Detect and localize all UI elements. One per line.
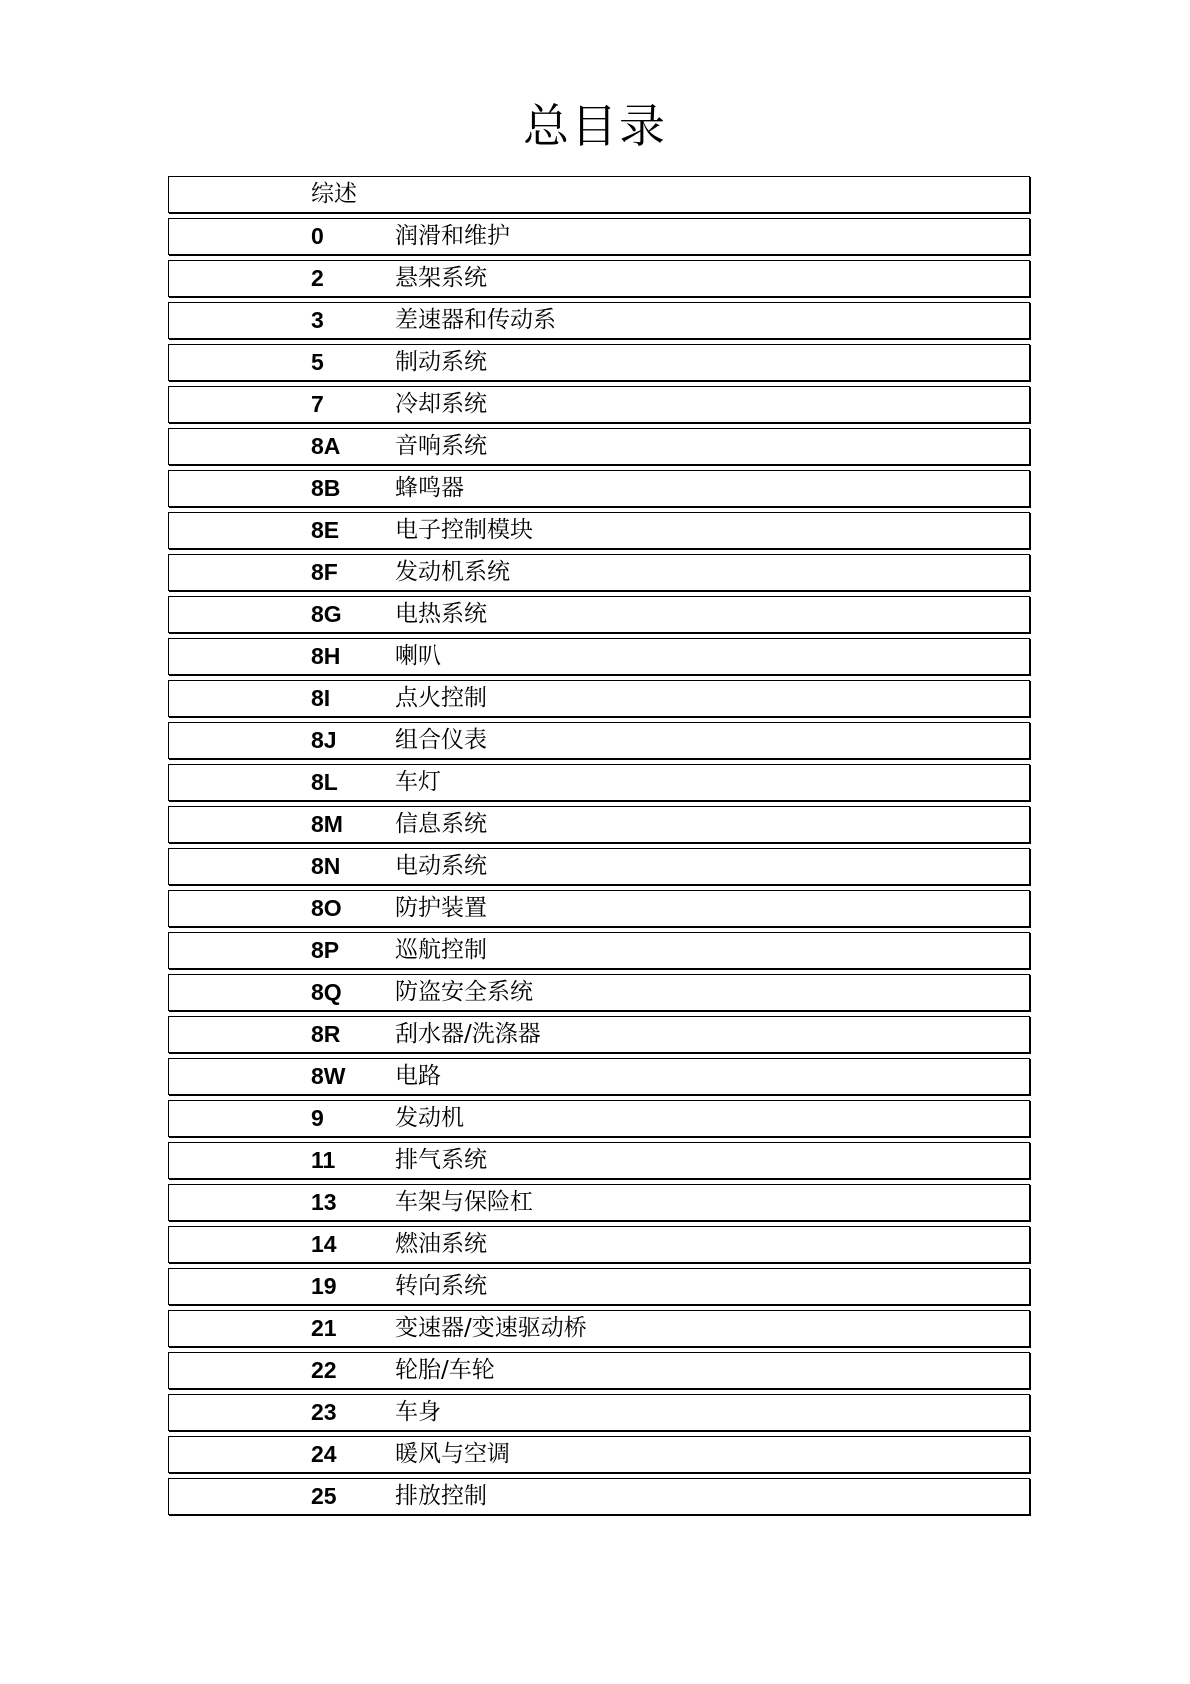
section-code: 11 <box>311 1147 336 1173</box>
toc-row[interactable] <box>168 344 1030 381</box>
section-name: 发动机 <box>395 1105 464 1131</box>
toc-row[interactable] <box>168 764 1030 801</box>
section-name: 电动系统 <box>395 853 487 879</box>
section-code: 8Q <box>311 979 342 1005</box>
toc-row[interactable] <box>168 470 1030 507</box>
toc-row[interactable] <box>168 260 1030 297</box>
toc-row[interactable] <box>168 218 1030 255</box>
toc-row[interactable] <box>168 596 1030 633</box>
toc-row[interactable] <box>168 428 1030 465</box>
toc-row-overview[interactable] <box>168 176 1030 213</box>
section-name: 悬架系统 <box>395 265 487 291</box>
section-code: 5 <box>311 349 324 375</box>
section-code: 24 <box>311 1441 337 1467</box>
section-code: 8J <box>311 727 337 753</box>
section-code: 13 <box>311 1189 337 1215</box>
section-name: 制动系统 <box>395 349 487 375</box>
section-code: 8I <box>311 685 331 711</box>
section-code: 8H <box>311 643 341 669</box>
table-of-contents <box>168 176 1030 1520</box>
section-code: 0 <box>311 223 324 249</box>
toc-row[interactable] <box>168 1394 1030 1431</box>
section-name: 润滑和维护 <box>395 223 510 249</box>
overview-label: 综述 <box>311 181 357 207</box>
toc-row[interactable] <box>168 1352 1030 1389</box>
section-name: 排气系统 <box>395 1147 487 1173</box>
section-name: 暖风与空调 <box>395 1441 510 1467</box>
section-name: 电路 <box>395 1063 441 1089</box>
section-name: 差速器和传动系 <box>395 307 556 333</box>
section-code: 3 <box>311 307 324 333</box>
toc-row[interactable] <box>168 1478 1030 1515</box>
section-code: 8N <box>311 853 341 879</box>
toc-row[interactable] <box>168 806 1030 843</box>
section-code: 8E <box>311 517 340 543</box>
toc-row[interactable] <box>168 932 1030 969</box>
section-code: 7 <box>311 391 324 417</box>
section-name: 车身 <box>395 1399 441 1425</box>
section-name: 电子控制模块 <box>395 517 533 543</box>
toc-row[interactable] <box>168 1142 1030 1179</box>
section-code: 8R <box>311 1021 341 1047</box>
toc-row[interactable] <box>168 1100 1030 1137</box>
section-name: 转向系统 <box>395 1273 487 1299</box>
section-name: 信息系统 <box>395 811 487 837</box>
section-code: 21 <box>311 1315 337 1341</box>
section-name: 刮水器/洗涤器 <box>395 1021 541 1047</box>
section-name: 巡航控制 <box>395 937 487 963</box>
toc-row[interactable] <box>168 722 1030 759</box>
toc-row[interactable] <box>168 890 1030 927</box>
toc-rows <box>168 218 1030 1515</box>
toc-row[interactable] <box>168 386 1030 423</box>
toc-row[interactable] <box>168 1226 1030 1263</box>
section-name: 音响系统 <box>395 433 487 459</box>
toc-row[interactable] <box>168 1058 1030 1095</box>
section-code: 8A <box>311 433 341 459</box>
section-name: 防盗安全系统 <box>395 979 533 1005</box>
section-code: 9 <box>311 1105 324 1131</box>
toc-row[interactable] <box>168 554 1030 591</box>
section-name: 冷却系统 <box>395 391 487 417</box>
section-name: 变速器/变速驱动桥 <box>395 1315 587 1341</box>
section-code: 8F <box>311 559 338 585</box>
section-code: 8M <box>311 811 343 837</box>
section-name: 组合仪表 <box>395 727 487 753</box>
toc-row[interactable] <box>168 974 1030 1011</box>
toc-row[interactable] <box>168 512 1030 549</box>
section-name: 车灯 <box>395 769 441 795</box>
toc-row[interactable] <box>168 302 1030 339</box>
section-name: 蜂鸣器 <box>395 475 464 501</box>
toc-row[interactable] <box>168 1436 1030 1473</box>
section-name: 喇叭 <box>395 643 441 669</box>
section-code: 19 <box>311 1273 337 1299</box>
section-name: 发动机系统 <box>395 559 510 585</box>
section-name: 车架与保险杠 <box>395 1189 533 1215</box>
section-code: 2 <box>311 265 324 291</box>
toc-row[interactable] <box>168 848 1030 885</box>
section-code: 8G <box>311 601 342 627</box>
section-code: 14 <box>311 1231 337 1257</box>
section-name: 电热系统 <box>395 601 487 627</box>
section-name: 燃油系统 <box>395 1231 487 1257</box>
section-code: 25 <box>311 1483 337 1509</box>
section-code: 8W <box>311 1063 346 1089</box>
toc-row[interactable] <box>168 1184 1030 1221</box>
section-name: 点火控制 <box>395 685 487 711</box>
section-name: 轮胎/车轮 <box>395 1357 495 1383</box>
section-name: 防护装置 <box>395 895 487 921</box>
section-code: 23 <box>311 1399 337 1425</box>
toc-row[interactable] <box>168 1016 1030 1053</box>
section-code: 8L <box>311 769 338 795</box>
toc-row[interactable] <box>168 638 1030 675</box>
toc-row[interactable] <box>168 1268 1030 1305</box>
section-code: 8P <box>311 937 340 963</box>
section-code: 8B <box>311 475 341 501</box>
section-code: 8O <box>311 895 342 921</box>
toc-row[interactable] <box>168 680 1030 717</box>
page-title: 总目录 <box>523 99 667 153</box>
section-code: 22 <box>311 1357 337 1383</box>
toc-row[interactable] <box>168 1310 1030 1347</box>
section-name: 排放控制 <box>395 1483 487 1509</box>
